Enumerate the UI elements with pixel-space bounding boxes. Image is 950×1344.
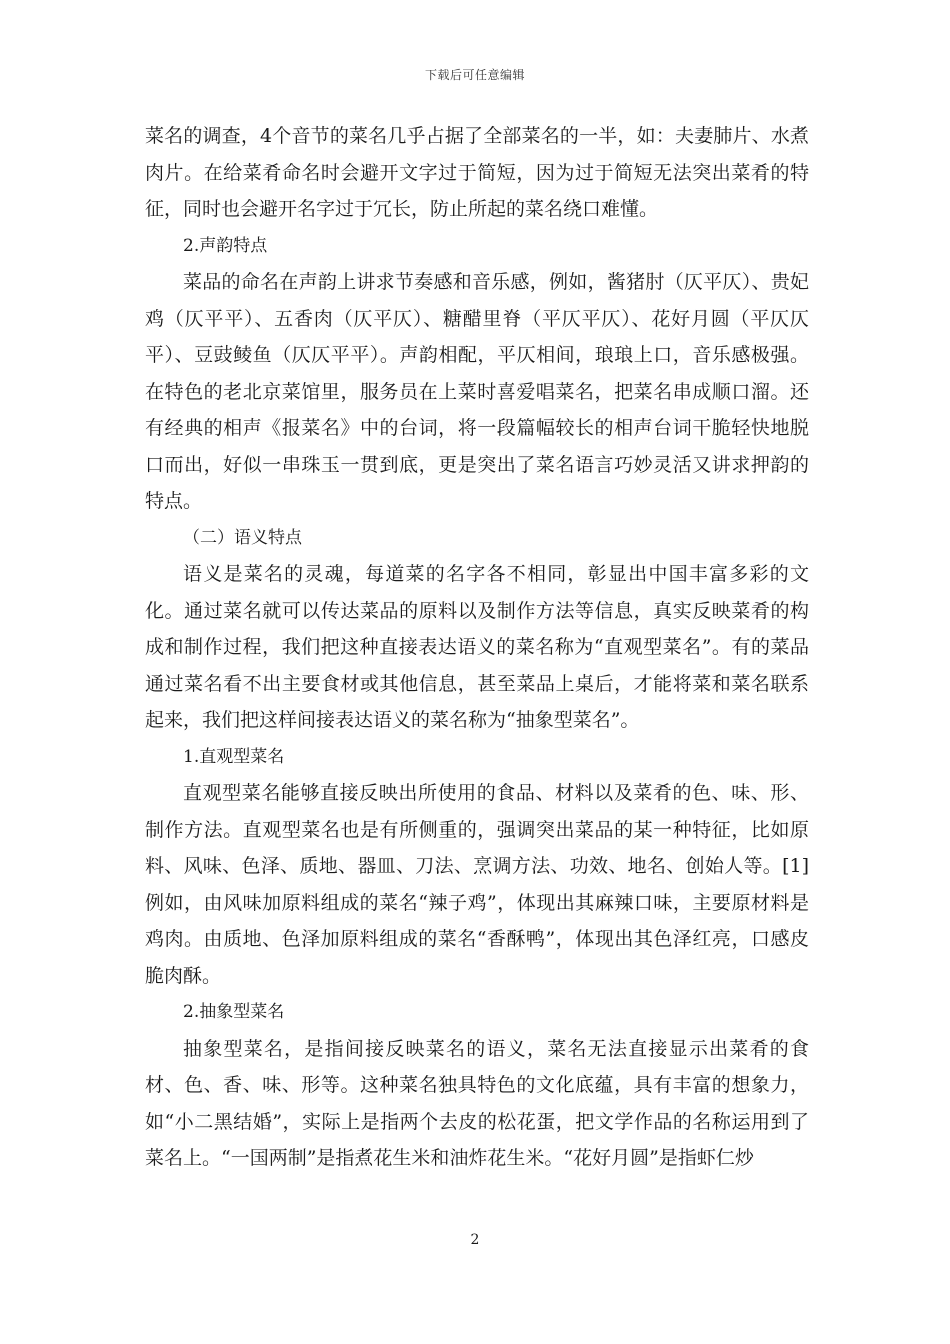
section-heading-intuitive: 1.直观型菜名: [183, 746, 285, 767]
paragraph-semantics: 语义是菜名的灵魂，每道菜的名字各不相同，彰显出中国丰富多彩的文化。通过菜名就可以传达菜品的原料以及制作方法等信息，真实反映菜肴的构成和制作过程，我们把这种直接表达语义的菜名称为“直观型菜名”。有的菜品通过菜名看不出主要食材或其他信息，甚至菜品上桌后，才能将菜和菜名联系起来，我们把这样间接表达语义的菜名称为“抽象型菜名”。: [145, 563, 809, 731]
paragraph-syllable-count: 菜名的调查，4个音节的菜名几乎占据了全部菜名的一半，如：夫妻肺片、水煮肉片。在给菜肴命名时会避开文字过于简短，因为过于简短无法突出菜肴的特征，同时也会避开名字过于冗长，防止所起的菜名绕口难懂。: [145, 125, 809, 220]
document-body: [145, 118, 809, 1177]
page-header: 下载后可任意编辑: [424, 68, 525, 82]
section-heading-abstract: 2.抽象型菜名: [183, 1002, 285, 1022]
paragraph-rhyme: 菜品的命名在声韵上讲求节奏感和音乐感，例如，酱猪肘（仄平仄）、贵妃鸡（仄平平）、五香肉（仄平仄）、糖醋里脊（平仄平仄）、花好月圆（平仄仄平）、豆豉鲮鱼（仄仄平平）。声韵相配，平仄相间，琅琅上口，音乐感极强。在特色的老北京菜馆里，服务员在上菜时喜爱唱菜名，把菜名串成顺口溜。还有经典的相声《报菜名》中的台词，将一段篇幅较长的相声台词干脆轻快地脱口而出，好似一串珠玉一贯到底，更是突出了菜名语言巧妙灵活又讲求押韵的特点。: [145, 271, 809, 512]
section-heading-semantics: （二）语义特点: [183, 527, 302, 548]
paragraph-intuitive: 直观型菜名能够直接反映出所使用的食品、材料以及菜肴的色、味、形、制作方法。直观型菜名也是有所侧重的，强调突出菜品的某一种特征，比如原料、风味、色泽、质地、器皿、刀法、烹调方法、功效、地名、创始人等。[1]例如，由风味加原料组成的菜名“辣子鸡”，体现出其麻辣口味，主要原材料是鸡肉。由质地、色泽加原料组成的菜名“香酥鸭”，体现出其色泽红亮，口感皮脆肉酥。: [145, 782, 809, 987]
paragraph-abstract: 抽象型菜名，是指间接反映菜名的语义，菜名无法直接显示出菜肴的食材、色、香、味、形等。这种菜名独具特色的文化底蕴，具有丰富的想象力，如“小二黑结婚”，实际上是指两个去皮的松花蛋，把文学作品的名称运用到了菜名上。“一国两制”是指煮花生米和油炸花生米。“花好月圆”是指虾仁炒: [145, 1037, 809, 1169]
section-heading-rhyme: 2.声韵特点: [183, 235, 268, 256]
page-number: 2: [470, 1232, 480, 1248]
